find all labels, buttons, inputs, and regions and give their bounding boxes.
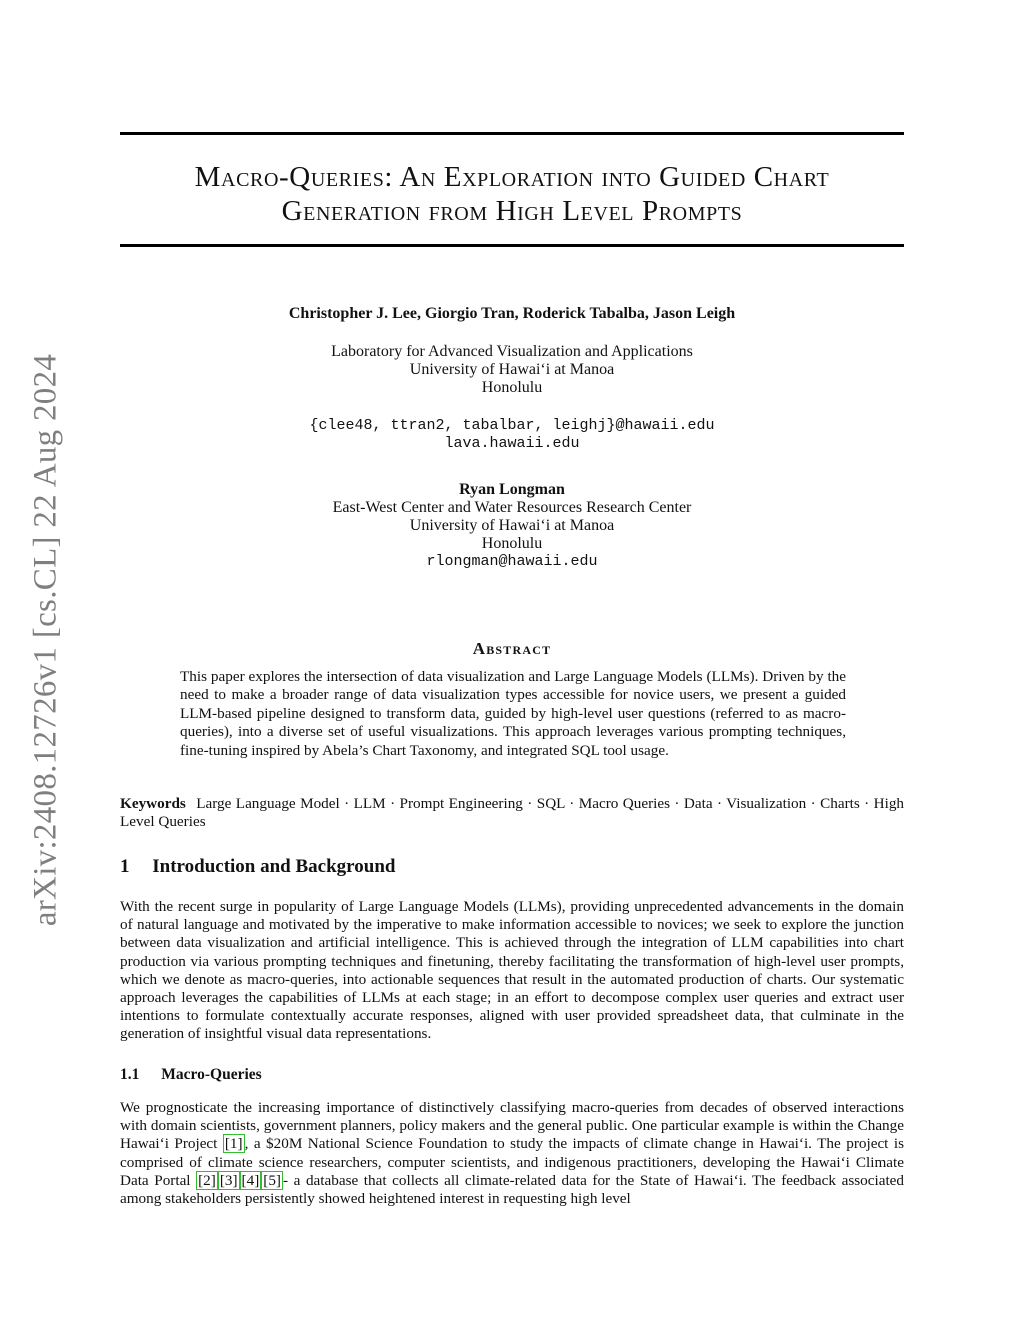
author2-email: rlongman@hawaii.edu bbox=[426, 553, 598, 570]
arxiv-identifier-stamp: arXiv:2408.12726v1 [cs.CL] 22 Aug 2024 bbox=[27, 353, 64, 927]
paragraph-text-c: - a database that collects all climate-related data for the State of Hawai‘i. The feedback associated among stakeholders persistently showed heightened interest in requesting high level bbox=[120, 1171, 904, 1208]
subsection-title: Macro-Queries bbox=[161, 1066, 262, 1083]
section-heading bbox=[120, 856, 395, 878]
title-bottom-rule bbox=[120, 244, 904, 247]
author-emails: {clee48, ttran2, tabalbar, leighj}@hawaii.edu bbox=[309, 417, 715, 434]
keywords-label: Keywords bbox=[120, 795, 186, 812]
author2-center: East-West Center and Water Resources Research Center bbox=[332, 499, 692, 516]
citation-link-1[interactable]: [1] bbox=[224, 1135, 243, 1153]
citation-link-4[interactable]: [4] bbox=[241, 1171, 260, 1189]
citation-link-5[interactable]: [5] bbox=[263, 1171, 281, 1189]
title-line-2: Generation from High Level Prompts bbox=[281, 195, 743, 227]
paragraph-text-b: , a $20M National Science Foundation to study the impacts of climate change in Hawai‘i. The project is comprised of climate science researchers, computer scientists, and indigenous practitioners, developing the Hawai‘i Climate Data Portal bbox=[120, 1135, 904, 1189]
affiliation-university: University of Hawai‘i at Manoa bbox=[409, 361, 615, 378]
title-line-1: Macro-Queries: An Exploration into Guided Chart bbox=[194, 161, 830, 193]
title-top-rule bbox=[120, 132, 904, 135]
abstract-text: This paper explores the intersection of data visualization and Large Language Models (LLMs). Driven by the need to make a broader range of data visualization types accessible for novice users, we present a guided LLM-based pipeline designed to transform data, guided by high-level user questions (referred to as macro-queries), into a diverse set of useful visualizations. This approach leverages various prompting techniques, fine-tuning inspired by Abela’s Chart Taxonomy, and integrated SQL tool usage. bbox=[180, 668, 846, 759]
subsection-heading bbox=[120, 1066, 262, 1084]
abstract-heading: Abstract bbox=[472, 639, 552, 658]
keywords-line bbox=[120, 795, 904, 832]
section-title: Introduction and Background bbox=[152, 856, 396, 877]
affiliation-lab: Laboratory for Advanced Visualization and Applications bbox=[331, 343, 693, 360]
intro-paragraph: With the recent surge in popularity of Large Language Models (LLMs), providing unprecedented advancements in the domain of natural language and motivated by the imperative to make information accessible to novices; we seek to explore the junction between data visualization and artificial intelligence. This is achieved through the integration of LLM capabilities into chart production via various prompting techniques and finetuning, thereby facilitating the transformation of high-level user prompts, which we denote as macro-queries, into actionable sequences that result in the automated production of charts. Our systematic approach leverages the capabilities of LLMs at each stage; in an effort to decompose complex user queries and extract user intentions to formulate contextually accurate responses, aligned with user provided spreadsheet data, that culminate in the generation of insightful visual data representations. bbox=[120, 898, 904, 1043]
author-list: Christopher J. Lee, Giorgio Tran, Roderick Tabalba, Jason Leigh bbox=[288, 305, 736, 322]
keywords-text: Large Language Model · LLM · Prompt Engineering · SQL · Macro Queries · Data · Visualization · Charts · High Level Queries bbox=[120, 795, 905, 831]
macro-queries-paragraph bbox=[120, 1099, 904, 1208]
author-contacts-1 bbox=[120, 417, 904, 453]
paper-title bbox=[120, 160, 904, 228]
affiliation-block-1 bbox=[120, 343, 904, 397]
author2-name: Ryan Longman bbox=[459, 481, 565, 498]
section-number: 1 bbox=[120, 856, 130, 877]
lab-website: lava.hawaii.edu bbox=[444, 435, 580, 452]
author2-city: Honolulu bbox=[481, 535, 543, 552]
author-block-2 bbox=[120, 481, 904, 571]
citation-link-3[interactable]: [3] bbox=[219, 1171, 238, 1189]
author2-university: University of Hawai‘i at Manoa bbox=[409, 517, 615, 534]
subsection-number: 1.1 bbox=[120, 1066, 140, 1083]
paragraph-text-a: We prognosticate the increasing importance of distinctively classifying macro-queries from decades of observed interactions with domain scientists, government planners, policy makers and the general public. One particular example is within the Change Hawai‘i Project bbox=[120, 1099, 904, 1153]
citation-link-2[interactable]: [2] bbox=[198, 1171, 216, 1189]
affiliation-city: Honolulu bbox=[481, 379, 543, 396]
